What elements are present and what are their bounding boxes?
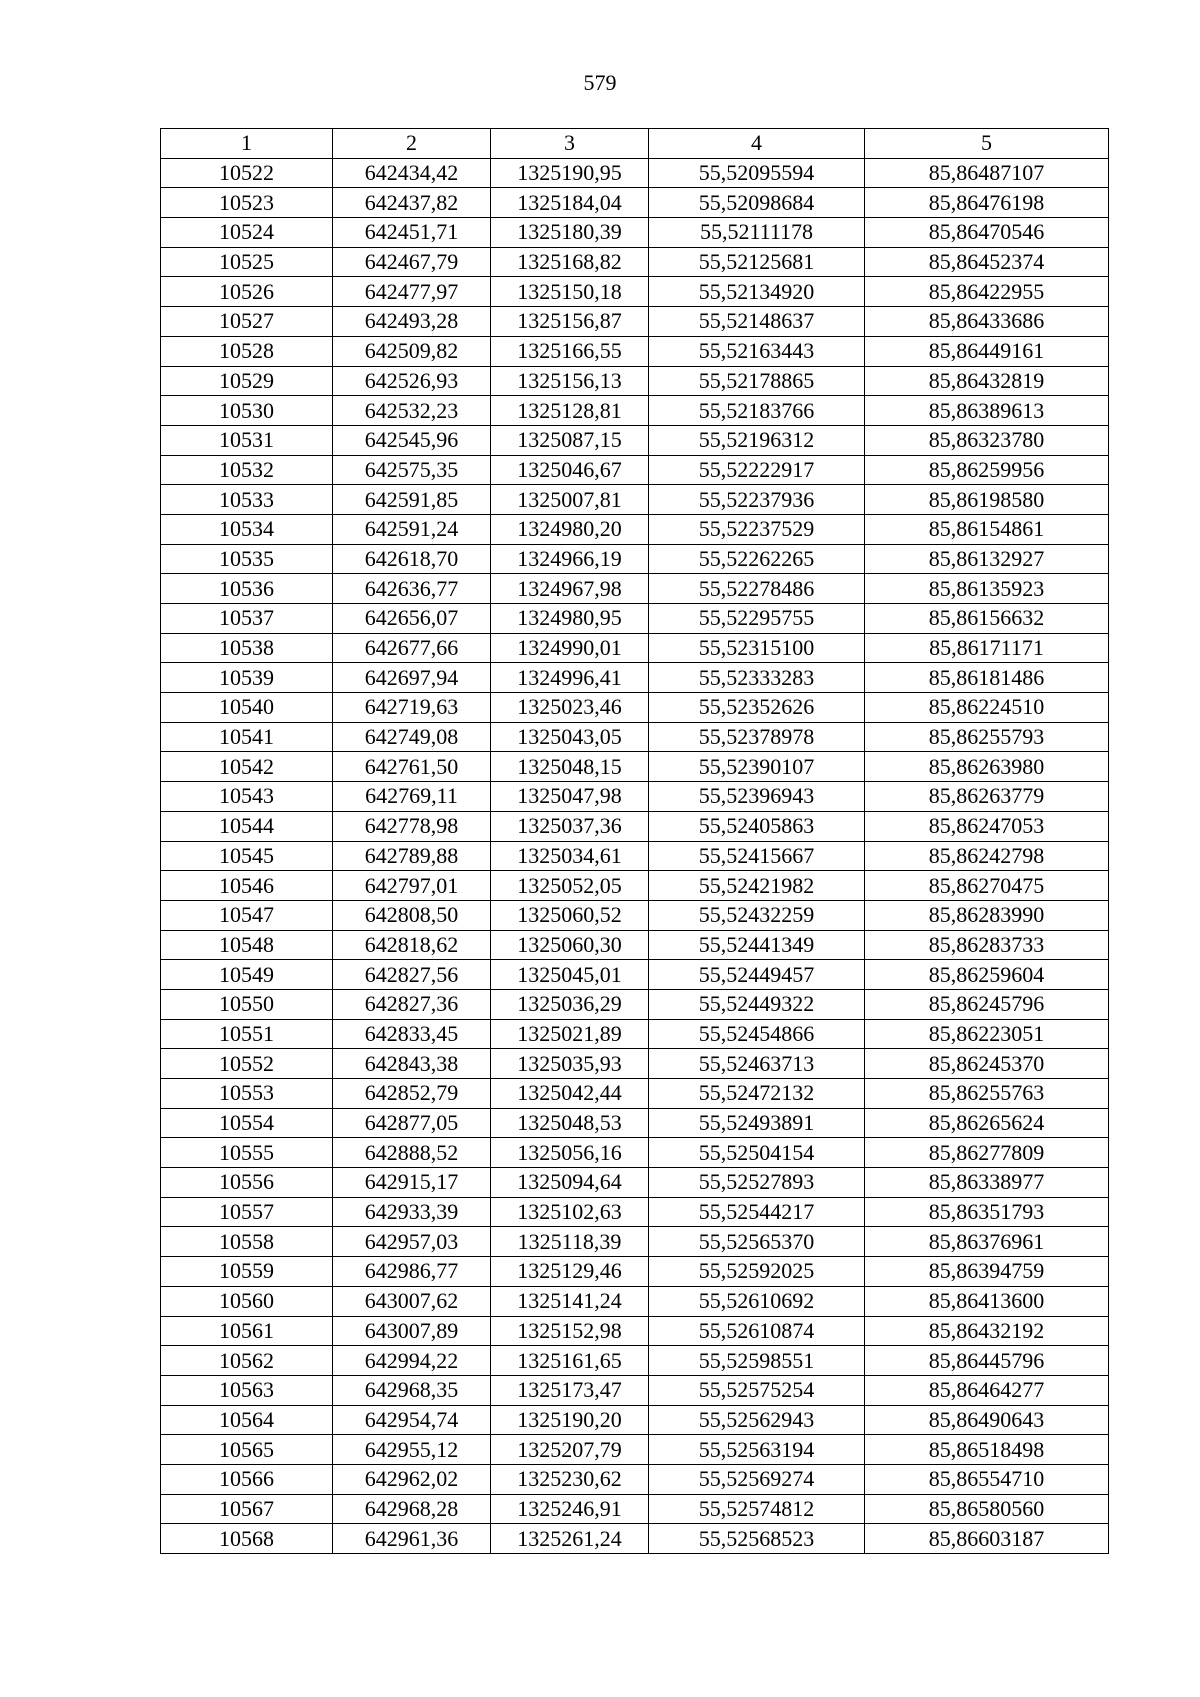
cell-point-number: 10557	[161, 1197, 333, 1227]
cell-latitude: 55,52295755	[649, 604, 865, 634]
cell-y-coordinate: 1325129,46	[491, 1257, 649, 1287]
cell-point-number: 10551	[161, 1019, 333, 1049]
cell-latitude: 55,52544217	[649, 1197, 865, 1227]
cell-longitude: 85,86265624	[865, 1108, 1109, 1138]
cell-latitude: 55,52262265	[649, 544, 865, 574]
cell-point-number: 10567	[161, 1494, 333, 1524]
table-row	[161, 1227, 1109, 1257]
cell-longitude: 85,86255763	[865, 1079, 1109, 1109]
cell-longitude: 85,86132927	[865, 544, 1109, 574]
cell-x-coordinate: 643007,62	[333, 1286, 491, 1316]
cell-y-coordinate: 1324980,20	[491, 514, 649, 544]
cell-point-number: 10523	[161, 188, 333, 218]
cell-y-coordinate: 1325035,93	[491, 1049, 649, 1079]
table-row	[161, 336, 1109, 366]
table-row	[161, 218, 1109, 248]
cell-longitude: 85,86476198	[865, 188, 1109, 218]
cell-point-number: 10550	[161, 989, 333, 1019]
cell-point-number: 10535	[161, 544, 333, 574]
cell-x-coordinate: 642677,66	[333, 633, 491, 663]
table-row	[161, 574, 1109, 604]
cell-longitude: 85,86603187	[865, 1524, 1109, 1554]
cell-x-coordinate: 642636,77	[333, 574, 491, 604]
cell-latitude: 55,52568523	[649, 1524, 865, 1554]
cell-longitude: 85,86270475	[865, 871, 1109, 901]
cell-point-number: 10529	[161, 366, 333, 396]
cell-point-number: 10553	[161, 1079, 333, 1109]
cell-x-coordinate: 642797,01	[333, 871, 491, 901]
cell-longitude: 85,86518498	[865, 1435, 1109, 1465]
cell-latitude: 55,52504154	[649, 1138, 865, 1168]
cell-y-coordinate: 1325021,89	[491, 1019, 649, 1049]
cell-point-number: 10525	[161, 247, 333, 277]
cell-x-coordinate: 642618,70	[333, 544, 491, 574]
cell-longitude: 85,86181486	[865, 663, 1109, 693]
cell-y-coordinate: 1325036,29	[491, 989, 649, 1019]
table-row	[161, 514, 1109, 544]
cell-x-coordinate: 642749,08	[333, 722, 491, 752]
table-row	[161, 1079, 1109, 1109]
cell-point-number: 10528	[161, 336, 333, 366]
table-row	[161, 722, 1109, 752]
cell-longitude: 85,86422955	[865, 277, 1109, 307]
cell-longitude: 85,86242798	[865, 841, 1109, 871]
cell-point-number: 10558	[161, 1227, 333, 1257]
cell-y-coordinate: 1324996,41	[491, 663, 649, 693]
table-row	[161, 277, 1109, 307]
cell-point-number: 10527	[161, 307, 333, 337]
cell-longitude: 85,86413600	[865, 1286, 1109, 1316]
cell-longitude: 85,86277809	[865, 1138, 1109, 1168]
cell-latitude: 55,52454866	[649, 1019, 865, 1049]
cell-x-coordinate: 642451,71	[333, 218, 491, 248]
cell-latitude: 55,52569274	[649, 1464, 865, 1494]
cell-point-number: 10546	[161, 871, 333, 901]
cell-longitude: 85,86171171	[865, 633, 1109, 663]
cell-point-number: 10564	[161, 1405, 333, 1435]
cell-y-coordinate: 1325102,63	[491, 1197, 649, 1227]
table-row	[161, 1286, 1109, 1316]
cell-point-number: 10530	[161, 396, 333, 426]
cell-point-number: 10532	[161, 455, 333, 485]
cell-y-coordinate: 1324990,01	[491, 633, 649, 663]
cell-x-coordinate: 642591,24	[333, 514, 491, 544]
cell-x-coordinate: 642877,05	[333, 1108, 491, 1138]
cell-x-coordinate: 642719,63	[333, 693, 491, 723]
cell-latitude: 55,52111178	[649, 218, 865, 248]
table-row	[161, 1494, 1109, 1524]
table-row	[161, 366, 1109, 396]
cell-point-number: 10556	[161, 1168, 333, 1198]
cell-longitude: 85,86452374	[865, 247, 1109, 277]
cell-x-coordinate: 642591,85	[333, 485, 491, 515]
table-row	[161, 871, 1109, 901]
cell-latitude: 55,52421982	[649, 871, 865, 901]
cell-latitude: 55,52472132	[649, 1079, 865, 1109]
cell-longitude: 85,86198580	[865, 485, 1109, 515]
cell-y-coordinate: 1325230,62	[491, 1464, 649, 1494]
cell-longitude: 85,86490643	[865, 1405, 1109, 1435]
page-number: 579	[583, 70, 617, 95]
cell-y-coordinate: 1325152,98	[491, 1316, 649, 1346]
cell-latitude: 55,52148637	[649, 307, 865, 337]
cell-longitude: 85,86259956	[865, 455, 1109, 485]
cell-y-coordinate: 1325042,44	[491, 1079, 649, 1109]
cell-y-coordinate: 1325060,30	[491, 930, 649, 960]
cell-longitude: 85,86487107	[865, 158, 1109, 188]
cell-longitude: 85,86376961	[865, 1227, 1109, 1257]
cell-longitude: 85,86449161	[865, 336, 1109, 366]
table-row	[161, 158, 1109, 188]
cell-point-number: 10541	[161, 722, 333, 752]
cell-longitude: 85,86432819	[865, 366, 1109, 396]
cell-latitude: 55,52610874	[649, 1316, 865, 1346]
cell-latitude: 55,52449322	[649, 989, 865, 1019]
cell-y-coordinate: 1325173,47	[491, 1375, 649, 1405]
table-row	[161, 1257, 1109, 1287]
cell-latitude: 55,52222917	[649, 455, 865, 485]
cell-point-number: 10566	[161, 1464, 333, 1494]
table-row	[161, 1375, 1109, 1405]
cell-y-coordinate: 1325156,13	[491, 366, 649, 396]
cell-point-number: 10526	[161, 277, 333, 307]
cell-x-coordinate: 642994,22	[333, 1346, 491, 1376]
column-header-1: 1	[161, 129, 333, 159]
cell-point-number: 10539	[161, 663, 333, 693]
cell-latitude: 55,52237936	[649, 485, 865, 515]
cell-longitude: 85,86156632	[865, 604, 1109, 634]
cell-point-number: 10522	[161, 158, 333, 188]
table-row	[161, 1405, 1109, 1435]
cell-x-coordinate: 642434,42	[333, 158, 491, 188]
table-row	[161, 1524, 1109, 1554]
table-row	[161, 1435, 1109, 1465]
cell-longitude: 85,86394759	[865, 1257, 1109, 1287]
cell-point-number: 10547	[161, 900, 333, 930]
cell-latitude: 55,52527893	[649, 1168, 865, 1198]
cell-y-coordinate: 1325048,15	[491, 752, 649, 782]
table-row	[161, 693, 1109, 723]
table-row	[161, 544, 1109, 574]
cell-y-coordinate: 1325190,20	[491, 1405, 649, 1435]
table-row	[161, 1464, 1109, 1494]
table-row	[161, 930, 1109, 960]
cell-point-number: 10533	[161, 485, 333, 515]
table-row	[161, 960, 1109, 990]
cell-x-coordinate: 642769,11	[333, 782, 491, 812]
cell-longitude: 85,86580560	[865, 1494, 1109, 1524]
cell-latitude: 55,52178865	[649, 366, 865, 396]
cell-point-number: 10568	[161, 1524, 333, 1554]
cell-x-coordinate: 642808,50	[333, 900, 491, 930]
cell-longitude: 85,86432192	[865, 1316, 1109, 1346]
cell-y-coordinate: 1325141,24	[491, 1286, 649, 1316]
cell-latitude: 55,52315100	[649, 633, 865, 663]
cell-longitude: 85,86245796	[865, 989, 1109, 1019]
column-header-2: 2	[333, 129, 491, 159]
cell-longitude: 85,86433686	[865, 307, 1109, 337]
cell-x-coordinate: 642933,39	[333, 1197, 491, 1227]
table-row	[161, 1019, 1109, 1049]
table-row	[161, 425, 1109, 455]
table-row	[161, 188, 1109, 218]
cell-latitude: 55,52390107	[649, 752, 865, 782]
cell-x-coordinate: 642888,52	[333, 1138, 491, 1168]
table-row	[161, 782, 1109, 812]
cell-x-coordinate: 642915,17	[333, 1168, 491, 1198]
table-row	[161, 604, 1109, 634]
cell-latitude: 55,52592025	[649, 1257, 865, 1287]
cell-x-coordinate: 642789,88	[333, 841, 491, 871]
cell-x-coordinate: 642833,45	[333, 1019, 491, 1049]
cell-latitude: 55,52598551	[649, 1346, 865, 1376]
cell-x-coordinate: 642656,07	[333, 604, 491, 634]
cell-x-coordinate: 642818,62	[333, 930, 491, 960]
cell-latitude: 55,52095594	[649, 158, 865, 188]
table-row	[161, 1138, 1109, 1168]
cell-y-coordinate: 1325180,39	[491, 218, 649, 248]
cell-longitude: 85,86554710	[865, 1464, 1109, 1494]
cell-y-coordinate: 1325156,87	[491, 307, 649, 337]
cell-point-number: 10565	[161, 1435, 333, 1465]
table-row	[161, 396, 1109, 426]
table-row	[161, 900, 1109, 930]
cell-longitude: 85,86259604	[865, 960, 1109, 990]
cell-x-coordinate: 642778,98	[333, 811, 491, 841]
cell-latitude: 55,52196312	[649, 425, 865, 455]
cell-point-number: 10555	[161, 1138, 333, 1168]
table-row	[161, 247, 1109, 277]
cell-latitude: 55,52565370	[649, 1227, 865, 1257]
cell-latitude: 55,52183766	[649, 396, 865, 426]
column-header-4: 4	[649, 129, 865, 159]
cell-y-coordinate: 1325043,05	[491, 722, 649, 752]
coordinates-table	[160, 128, 1109, 1554]
cell-x-coordinate: 642852,79	[333, 1079, 491, 1109]
cell-x-coordinate: 642545,96	[333, 425, 491, 455]
cell-x-coordinate: 642827,36	[333, 989, 491, 1019]
cell-x-coordinate: 642467,79	[333, 247, 491, 277]
cell-latitude: 55,52575254	[649, 1375, 865, 1405]
cell-x-coordinate: 642986,77	[333, 1257, 491, 1287]
cell-y-coordinate: 1324980,95	[491, 604, 649, 634]
cell-point-number: 10543	[161, 782, 333, 812]
cell-y-coordinate: 1325166,55	[491, 336, 649, 366]
cell-latitude: 55,52493891	[649, 1108, 865, 1138]
cell-point-number: 10524	[161, 218, 333, 248]
cell-y-coordinate: 1325118,39	[491, 1227, 649, 1257]
cell-y-coordinate: 1324967,98	[491, 574, 649, 604]
table-row	[161, 1346, 1109, 1376]
cell-x-coordinate: 642968,28	[333, 1494, 491, 1524]
cell-y-coordinate: 1325045,01	[491, 960, 649, 990]
cell-x-coordinate: 643007,89	[333, 1316, 491, 1346]
cell-y-coordinate: 1325007,81	[491, 485, 649, 515]
cell-latitude: 55,52278486	[649, 574, 865, 604]
table-row	[161, 485, 1109, 515]
cell-x-coordinate: 642955,12	[333, 1435, 491, 1465]
cell-y-coordinate: 1325034,61	[491, 841, 649, 871]
cell-x-coordinate: 642827,56	[333, 960, 491, 990]
cell-x-coordinate: 642477,97	[333, 277, 491, 307]
cell-y-coordinate: 1325246,91	[491, 1494, 649, 1524]
cell-y-coordinate: 1325207,79	[491, 1435, 649, 1465]
cell-longitude: 85,86464277	[865, 1375, 1109, 1405]
cell-x-coordinate: 642697,94	[333, 663, 491, 693]
cell-latitude: 55,52449457	[649, 960, 865, 990]
cell-y-coordinate: 1325047,98	[491, 782, 649, 812]
table-row	[161, 455, 1109, 485]
cell-longitude: 85,86255793	[865, 722, 1109, 752]
table-row	[161, 633, 1109, 663]
cell-point-number: 10549	[161, 960, 333, 990]
cell-point-number: 10552	[161, 1049, 333, 1079]
cell-longitude: 85,86263779	[865, 782, 1109, 812]
cell-point-number: 10563	[161, 1375, 333, 1405]
cell-latitude: 55,52562943	[649, 1405, 865, 1435]
cell-y-coordinate: 1325128,81	[491, 396, 649, 426]
cell-y-coordinate: 1325184,04	[491, 188, 649, 218]
cell-latitude: 55,52098684	[649, 188, 865, 218]
table-body	[161, 158, 1109, 1553]
cell-latitude: 55,52333283	[649, 663, 865, 693]
column-header-3: 3	[491, 129, 649, 159]
cell-y-coordinate: 1325060,52	[491, 900, 649, 930]
cell-point-number: 10545	[161, 841, 333, 871]
cell-longitude: 85,86389613	[865, 396, 1109, 426]
cell-latitude: 55,52405863	[649, 811, 865, 841]
cell-x-coordinate: 642532,23	[333, 396, 491, 426]
cell-latitude: 55,52237529	[649, 514, 865, 544]
cell-x-coordinate: 642509,82	[333, 336, 491, 366]
cell-point-number: 10534	[161, 514, 333, 544]
cell-point-number: 10540	[161, 693, 333, 723]
cell-point-number: 10531	[161, 425, 333, 455]
cell-longitude: 85,86224510	[865, 693, 1109, 723]
cell-point-number: 10536	[161, 574, 333, 604]
cell-latitude: 55,52163443	[649, 336, 865, 366]
table-row	[161, 307, 1109, 337]
cell-longitude: 85,86470546	[865, 218, 1109, 248]
cell-longitude: 85,86283990	[865, 900, 1109, 930]
cell-point-number: 10562	[161, 1346, 333, 1376]
cell-x-coordinate: 642437,82	[333, 188, 491, 218]
cell-x-coordinate: 642843,38	[333, 1049, 491, 1079]
cell-point-number: 10560	[161, 1286, 333, 1316]
cell-point-number: 10538	[161, 633, 333, 663]
cell-x-coordinate: 642962,02	[333, 1464, 491, 1494]
cell-latitude: 55,52563194	[649, 1435, 865, 1465]
cell-latitude: 55,52134920	[649, 277, 865, 307]
cell-y-coordinate: 1325261,24	[491, 1524, 649, 1554]
cell-y-coordinate: 1325168,82	[491, 247, 649, 277]
cell-y-coordinate: 1325087,15	[491, 425, 649, 455]
cell-longitude: 85,86247053	[865, 811, 1109, 841]
table-row	[161, 1197, 1109, 1227]
cell-x-coordinate: 642954,74	[333, 1405, 491, 1435]
table-row	[161, 663, 1109, 693]
cell-latitude: 55,52574812	[649, 1494, 865, 1524]
cell-longitude: 85,86283733	[865, 930, 1109, 960]
cell-longitude: 85,86245370	[865, 1049, 1109, 1079]
cell-point-number: 10548	[161, 930, 333, 960]
cell-y-coordinate: 1325056,16	[491, 1138, 649, 1168]
table-row	[161, 752, 1109, 782]
cell-y-coordinate: 1325161,65	[491, 1346, 649, 1376]
cell-point-number: 10544	[161, 811, 333, 841]
cell-x-coordinate: 642493,28	[333, 307, 491, 337]
cell-latitude: 55,52125681	[649, 247, 865, 277]
table-row	[161, 811, 1109, 841]
table-row	[161, 841, 1109, 871]
table-header-row	[161, 129, 1109, 159]
cell-latitude: 55,52441349	[649, 930, 865, 960]
cell-longitude: 85,86338977	[865, 1168, 1109, 1198]
table-row	[161, 1108, 1109, 1138]
cell-y-coordinate: 1325048,53	[491, 1108, 649, 1138]
cell-longitude: 85,86323780	[865, 425, 1109, 455]
cell-point-number: 10559	[161, 1257, 333, 1287]
column-header-5: 5	[865, 129, 1109, 159]
cell-latitude: 55,52463713	[649, 1049, 865, 1079]
cell-y-coordinate: 1325037,36	[491, 811, 649, 841]
cell-y-coordinate: 1325046,67	[491, 455, 649, 485]
cell-point-number: 10542	[161, 752, 333, 782]
cell-x-coordinate: 642575,35	[333, 455, 491, 485]
table-row	[161, 989, 1109, 1019]
cell-point-number: 10561	[161, 1316, 333, 1346]
cell-longitude: 85,86154861	[865, 514, 1109, 544]
cell-longitude: 85,86445796	[865, 1346, 1109, 1376]
cell-latitude: 55,52610692	[649, 1286, 865, 1316]
table-row	[161, 1316, 1109, 1346]
cell-y-coordinate: 1325190,95	[491, 158, 649, 188]
cell-y-coordinate: 1325023,46	[491, 693, 649, 723]
cell-y-coordinate: 1325052,05	[491, 871, 649, 901]
cell-longitude: 85,86263980	[865, 752, 1109, 782]
cell-longitude: 85,86351793	[865, 1197, 1109, 1227]
cell-x-coordinate: 642526,93	[333, 366, 491, 396]
cell-longitude: 85,86223051	[865, 1019, 1109, 1049]
cell-x-coordinate: 642961,36	[333, 1524, 491, 1554]
cell-y-coordinate: 1325094,64	[491, 1168, 649, 1198]
cell-x-coordinate: 642968,35	[333, 1375, 491, 1405]
cell-x-coordinate: 642957,03	[333, 1227, 491, 1257]
cell-latitude: 55,52396943	[649, 782, 865, 812]
cell-latitude: 55,52352626	[649, 693, 865, 723]
cell-point-number: 10554	[161, 1108, 333, 1138]
cell-point-number: 10537	[161, 604, 333, 634]
cell-latitude: 55,52432259	[649, 900, 865, 930]
cell-latitude: 55,52378978	[649, 722, 865, 752]
cell-latitude: 55,52415667	[649, 841, 865, 871]
cell-y-coordinate: 1324966,19	[491, 544, 649, 574]
table-row	[161, 1168, 1109, 1198]
cell-x-coordinate: 642761,50	[333, 752, 491, 782]
table-row	[161, 1049, 1109, 1079]
cell-y-coordinate: 1325150,18	[491, 277, 649, 307]
cell-longitude: 85,86135923	[865, 574, 1109, 604]
